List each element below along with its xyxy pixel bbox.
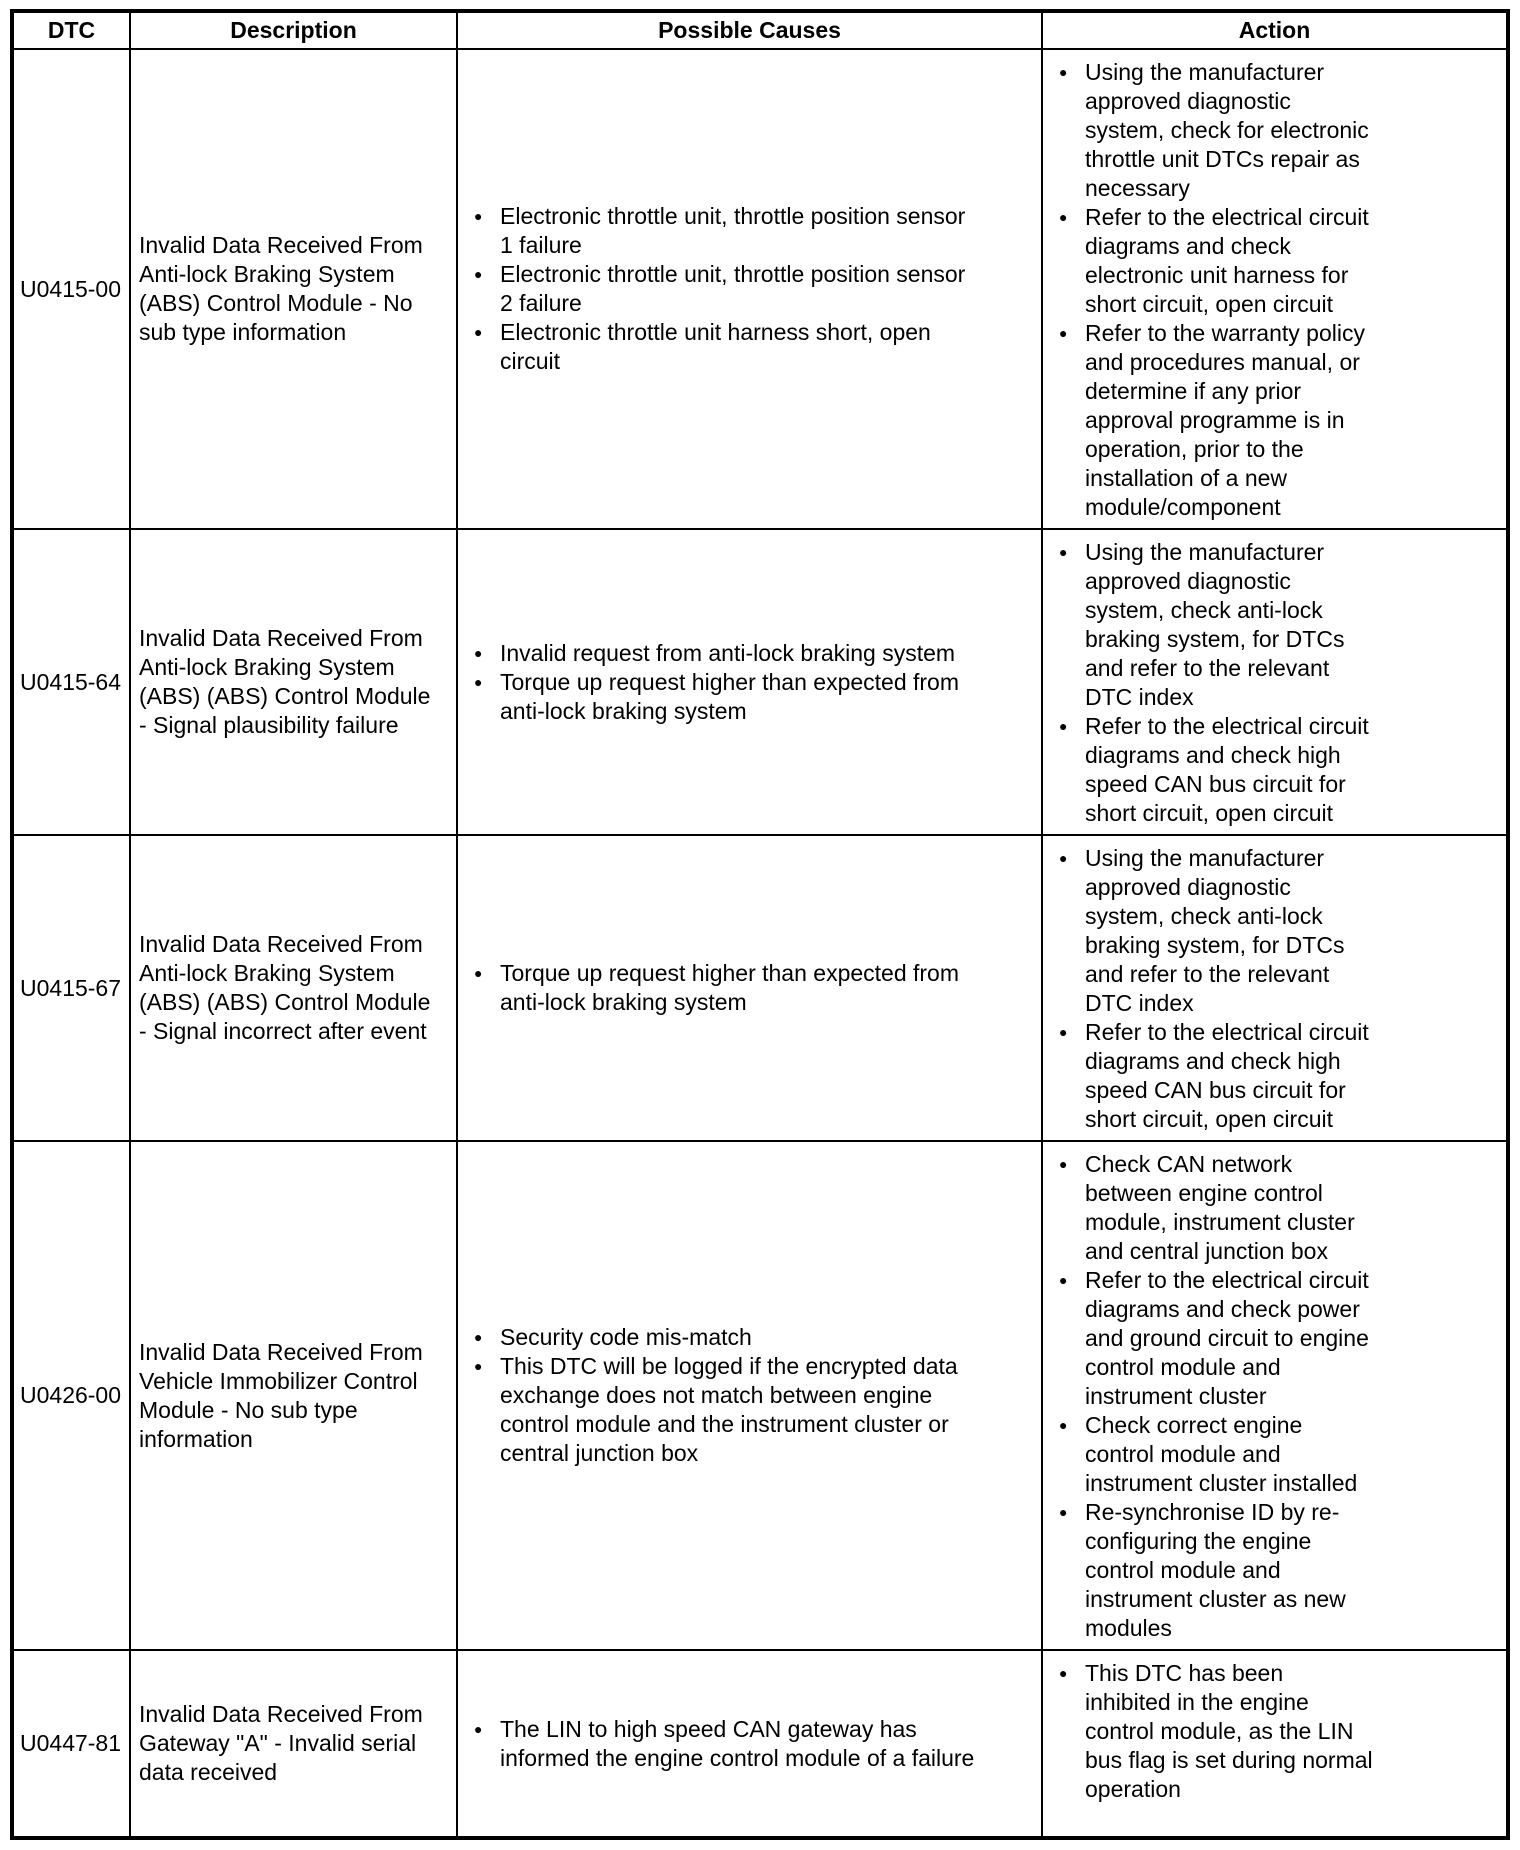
possible-causes-cell <box>457 1141 1042 1650</box>
table-body <box>12 49 1508 1838</box>
cause-item: ● Torque up request higher than expected from anti-lock braking system <box>466 959 981 1017</box>
dtc-code-cell <box>12 529 130 835</box>
causes-list <box>466 202 1033 376</box>
action-item: ● This DTC has been inhibited in the engine control module, as the LIN bus flag is set during normal operation <box>1051 1659 1375 1804</box>
column-header-possible-causes: Possible Causes <box>457 11 1042 49</box>
description-cell <box>130 1141 457 1650</box>
description-cell <box>130 49 457 529</box>
possible-causes-cell <box>457 1650 1042 1838</box>
cause-item: ● Electronic throttle unit, throttle position sensor 1 failure <box>466 202 981 260</box>
description-cell <box>130 835 457 1141</box>
description-text: Invalid Data Received From Gateway "A" - Invalid serial data received <box>139 1701 423 1785</box>
action-item: ● Check correct engine control module and instrument cluster installed <box>1051 1411 1375 1498</box>
table-row <box>12 49 1508 529</box>
action-item: ● Using the manufacturer approved diagnostic system, check anti-lock braking system, for DTCs and refer to the relevant DTC index <box>1051 844 1375 1018</box>
actions-list <box>1051 1150 1498 1643</box>
table-row <box>12 1141 1508 1650</box>
cause-item: ● This DTC will be logged if the encrypted data exchange does not match between engine control module and the instrument cluster or central junction box <box>466 1352 981 1468</box>
description-text: Invalid Data Received From Anti-lock Braking System (ABS) (ABS) Control Module - Signal incorrect after event <box>139 931 431 1044</box>
cause-item: ● Electronic throttle unit, throttle position sensor 2 failure <box>466 260 981 318</box>
actions-list <box>1051 844 1498 1134</box>
action-cell <box>1042 1141 1508 1650</box>
actions-list <box>1051 538 1498 828</box>
actions-list <box>1051 1659 1498 1804</box>
action-cell <box>1042 529 1508 835</box>
dtc-code: U0415-67 <box>20 974 122 1001</box>
action-item: ● Refer to the electrical circuit diagrams and check power and ground circuit to engine control module and instrument cluster <box>1051 1266 1375 1411</box>
causes-list <box>466 639 1033 726</box>
description-text: Invalid Data Received From Vehicle Immobilizer Control Module - No sub type information <box>139 1338 423 1452</box>
cause-item: ● Electronic throttle unit harness short, open circuit <box>466 318 981 376</box>
table-row <box>12 835 1508 1141</box>
dtc-code-cell <box>12 835 130 1141</box>
table-row <box>12 529 1508 835</box>
description-text: Invalid Data Received From Anti-lock Braking System (ABS) (ABS) Control Module - Signal plausibility failure <box>139 625 431 738</box>
action-cell <box>1042 835 1508 1141</box>
action-item: ● Check CAN network between engine control module, instrument cluster and central junction box <box>1051 1150 1375 1266</box>
dtc-table <box>10 9 1510 1840</box>
cause-item: ● The LIN to high speed CAN gateway has informed the engine control module of a failure <box>466 1715 981 1773</box>
column-header-action: Action <box>1042 11 1508 49</box>
causes-list <box>466 1323 1033 1468</box>
column-header-dtc: DTC <box>12 11 130 49</box>
dtc-code-cell <box>12 1141 130 1650</box>
column-header-description: Description <box>130 11 457 49</box>
action-item: ● Using the manufacturer approved diagnostic system, check for electronic throttle unit DTCs repair as necessary <box>1051 58 1375 203</box>
action-item: ● Refer to the electrical circuit diagrams and check electronic unit harness for short circuit, open circuit <box>1051 203 1375 319</box>
dtc-code: U0426-00 <box>20 1382 122 1408</box>
dtc-code: U0447-81 <box>20 1730 122 1756</box>
causes-list <box>466 1715 1033 1773</box>
dtc-code-cell <box>12 1650 130 1838</box>
action-item: ● Using the manufacturer approved diagnostic system, check anti-lock braking system, for DTCs and refer to the relevant DTC index <box>1051 538 1375 712</box>
header-row <box>12 11 1508 49</box>
dtc-code: U0415-64 <box>20 668 122 695</box>
action-cell <box>1042 49 1508 529</box>
table-row <box>12 1650 1508 1838</box>
cause-item: ● Invalid request from anti-lock braking system <box>466 639 981 668</box>
description-cell <box>130 529 457 835</box>
dtc-code: U0415-00 <box>20 275 122 302</box>
description-text: Invalid Data Received From Anti-lock Braking System (ABS) Control Module - No sub type information <box>139 232 423 345</box>
action-item: ● Refer to the electrical circuit diagrams and check high speed CAN bus circuit for short circuit, open circuit <box>1051 1018 1375 1134</box>
causes-list <box>466 959 1033 1017</box>
dtc-code-cell <box>12 49 130 529</box>
action-cell <box>1042 1650 1508 1838</box>
actions-list <box>1051 58 1498 522</box>
action-item: ● Refer to the warranty policy and procedures manual, or determine if any prior approval programme is in operation, prior to the installation of a new module/component <box>1051 319 1375 522</box>
possible-causes-cell <box>457 835 1042 1141</box>
possible-causes-cell <box>457 49 1042 529</box>
possible-causes-cell <box>457 529 1042 835</box>
action-item: ● Re-synchronise ID by re-configuring the engine control module and instrument cluster as new modules <box>1051 1498 1375 1643</box>
action-item: ● Refer to the electrical circuit diagrams and check high speed CAN bus circuit for short circuit, open circuit <box>1051 712 1375 828</box>
cause-item: ● Torque up request higher than expected from anti-lock braking system <box>466 668 981 726</box>
description-cell <box>130 1650 457 1838</box>
cause-item: ● Security code mis-match <box>466 1323 981 1352</box>
